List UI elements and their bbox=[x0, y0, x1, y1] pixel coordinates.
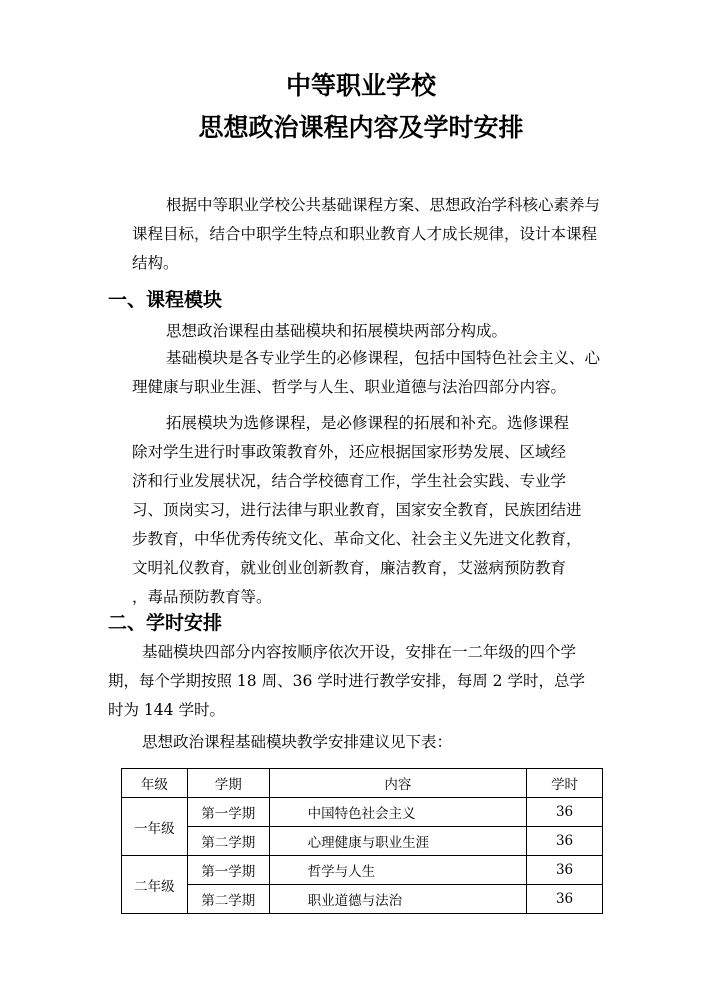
term-cell: 第一学期 bbox=[187, 798, 269, 827]
document-title: 中等职业学校 bbox=[285, 71, 436, 100]
content-cell: 心理健康与职业生涯 bbox=[269, 827, 526, 856]
table-row bbox=[122, 856, 603, 885]
modules-paragraph-1 bbox=[132, 317, 610, 346]
grade-cell: 一年级 bbox=[122, 798, 188, 856]
grade-cell: 二年级 bbox=[122, 856, 188, 914]
header-term: 学期 bbox=[187, 769, 269, 798]
section-heading-modules: 一、课程模块 bbox=[108, 289, 223, 311]
paragraph-line: 思想政治课程基础模块教学安排建议见下表： bbox=[142, 733, 453, 751]
term-cell: 第二学期 bbox=[187, 827, 269, 856]
modules-paragraph-3 bbox=[132, 409, 610, 612]
header-grade: 年级 bbox=[122, 769, 188, 798]
paragraph-line: 思想政治课程由基础模块和拓展模块两部分构成。 bbox=[166, 322, 508, 340]
paragraph-line: 基础模块四部分内容按顺序依次开设，安排在一二年级的四个学 bbox=[142, 643, 577, 661]
modules-paragraph-2 bbox=[132, 344, 610, 402]
header-hours: 学时 bbox=[527, 769, 603, 798]
intro-paragraph bbox=[132, 191, 610, 278]
schedule-table bbox=[121, 768, 603, 914]
content-cell: 中国特色社会主义 bbox=[269, 798, 526, 827]
intro-line: 课程目标，结合中职学生特点和职业教育人才成长规律，设计本课程 bbox=[132, 225, 598, 243]
paragraph-line: 时为 144 学时。 bbox=[108, 701, 225, 719]
paragraph-line: 理健康与职业生涯、哲学与人生、职业道德与法治四部分内容。 bbox=[132, 378, 567, 396]
intro-line: 结构。 bbox=[132, 254, 179, 272]
content-cell: 哲学与人生 bbox=[269, 856, 526, 885]
paragraph-line: 习、顶岗实习，进行法律与职业教育，国家安全教育，民族团结进 bbox=[132, 501, 582, 519]
table-row bbox=[122, 798, 603, 827]
hours-cell: 36 bbox=[527, 885, 603, 914]
intro-line: 根据中等职业学校公共基础课程方案、思想政治学科核心素养与 bbox=[166, 196, 601, 214]
section-heading-hours: 二、学时安排 bbox=[108, 612, 223, 634]
paragraph-line: 除对学生进行时事政策教育外，还应根据国家形势发展、区域经 bbox=[132, 443, 567, 461]
document-subtitle: 思想政治课程内容及学时安排 bbox=[198, 113, 524, 142]
table-row bbox=[122, 827, 603, 856]
paragraph-line: 济和行业发展状况，结合学校德育工作，学生社会实践、专业学 bbox=[132, 472, 567, 490]
table-row bbox=[122, 885, 603, 914]
paragraph-line: 基础模块是各专业学生的必修课程，包括中国特色社会主义、心 bbox=[166, 349, 601, 367]
paragraph-line: ，毒品预防教育等。 bbox=[132, 588, 272, 606]
hours-cell: 36 bbox=[527, 827, 603, 856]
paragraph-line: 拓展模块为选修课程，是必修课程的拓展和补充。选修课程 bbox=[166, 414, 570, 432]
term-cell: 第二学期 bbox=[187, 885, 269, 914]
paragraph-line: 期，每个学期按照 18 周、36 学时进行教学安排，每周 2 学时，总学 bbox=[108, 672, 585, 690]
term-cell: 第一学期 bbox=[187, 856, 269, 885]
paragraph-line: 文明礼仪教育，就业创业创新教育，廉洁教育，艾滋病预防教育 bbox=[132, 559, 567, 577]
content-cell: 职业道德与法治 bbox=[269, 885, 526, 914]
hours-paragraph-2 bbox=[108, 728, 608, 757]
hours-paragraph-1 bbox=[108, 638, 608, 725]
table-header-row bbox=[122, 769, 603, 798]
paragraph-line: 步教育，中华优秀传统文化、革命文化、社会主义先进文化教育， bbox=[132, 530, 582, 548]
hours-cell: 36 bbox=[527, 856, 603, 885]
header-content: 内容 bbox=[269, 769, 526, 798]
hours-cell: 36 bbox=[527, 798, 603, 827]
